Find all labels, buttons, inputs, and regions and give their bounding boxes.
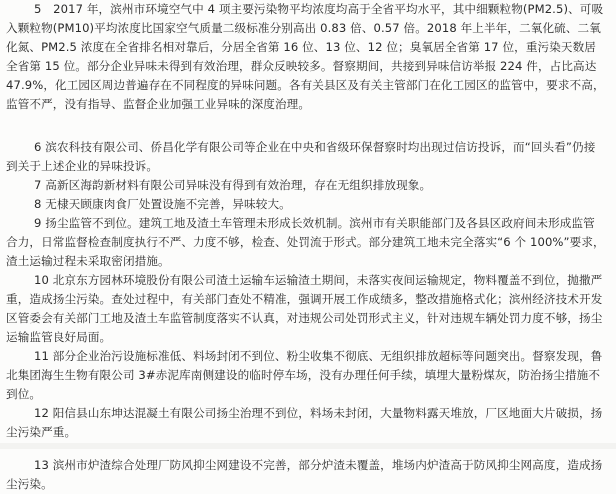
- paragraph-13: 13 滨州市炉渣综合处理厂防风抑尘网建设不完善，部分炉渣未覆盖，堆场内炉渣高于防风抑尘网高度，造成扬尘污染。: [6, 458, 603, 491]
- paragraph-12: 12 阳信县山东坤达混凝土有限公司扬尘治理不到位，料场未封闭，大量物料露天堆放，厂区地面大片破损，扬尘污染严重。: [6, 406, 603, 439]
- page-fold-shadow: [0, 443, 616, 449]
- paragraph-8: 8 无棣天顾康肉食厂处置设施不完善，异味较大。: [34, 197, 291, 211]
- paragraph-5: 5 2017 年，滨州市环境空气中 4 项主要污染物平均浓度均高于全省平均水平，其中细颗粒物(PM2.5)、可吸入颗粒物(PM10)平均浓度比国家空气质量二级标准分别高出 0.83 倍、0.57 倍。2018 年上半年，二氧化硫、二氧化氮、PM2.5 浓度在全省排名相对靠后，分居全省第 16 位、13 位、12 位；臭氧居全省第 17 位，重污染天数居全省第 15 位。部分企业异味未得到有效治理，群众反映较多。督察期间，共接到异味信访举报 224 件，占比高达 47.9%，化工园区周边普遍存在不同程度的异味问题。各有关县区及有关主管部门在化工园区的监管中，要求不高，监管不严，没有指导、监督企业加强工业异味的深度治理。: [6, 2, 605, 111]
- paragraph-10: 10 北京东方园林环境股份有限公司渣土运输车运输渣土期间，未落实夜间运输规定，物料覆盖不到位，抛撒严重，造成扬尘污染。查处过程中，有关部门查处不精准，强调开展工作成绩多，整改措施格式化；滨州经济技术开发区管委会有关部门工地及渣土车监管制度落实不认真，对违规公司处罚形式主义，针对违规车辆处罚力度不够，扬尘运输监管良好局面。: [6, 273, 603, 344]
- paragraph-9: 9 扬尘监管不到位。建筑工地及渣土车管理未形成长效机制。滨州市有关职能部门及各县区政府间未形成监管合力，日常监督检查制度执行不严、力度不够，检查、处罚流于形式。部分建筑工地未完全落实“6 个 100%”要求，渣土运输过程未采取密闭措施。: [6, 216, 605, 268]
- paragraph-11: 11 部分企业治污设施标准低、料场封闭不到位、粉尘收集不彻底、无组织排放超标等问题突出。督察发现，鲁北集团海生生物有限公司 3#赤泥库南侧建设的临时停车场，没有办理任何手续，填埋大量粉煤灰，防治扬尘措施不到位。: [6, 349, 603, 401]
- paragraph-7: 7 高新区海韵新材料有限公司异味没有得到有效治理，存在无组织排放现象。: [34, 178, 432, 192]
- paragraph-6: 6 滨农科技有限公司、侨昌化学有限公司等企业在中央和省级环保督察时均出现过信访投诉，而“回头看”仍接到关于上述企业的异味投诉。: [6, 140, 596, 173]
